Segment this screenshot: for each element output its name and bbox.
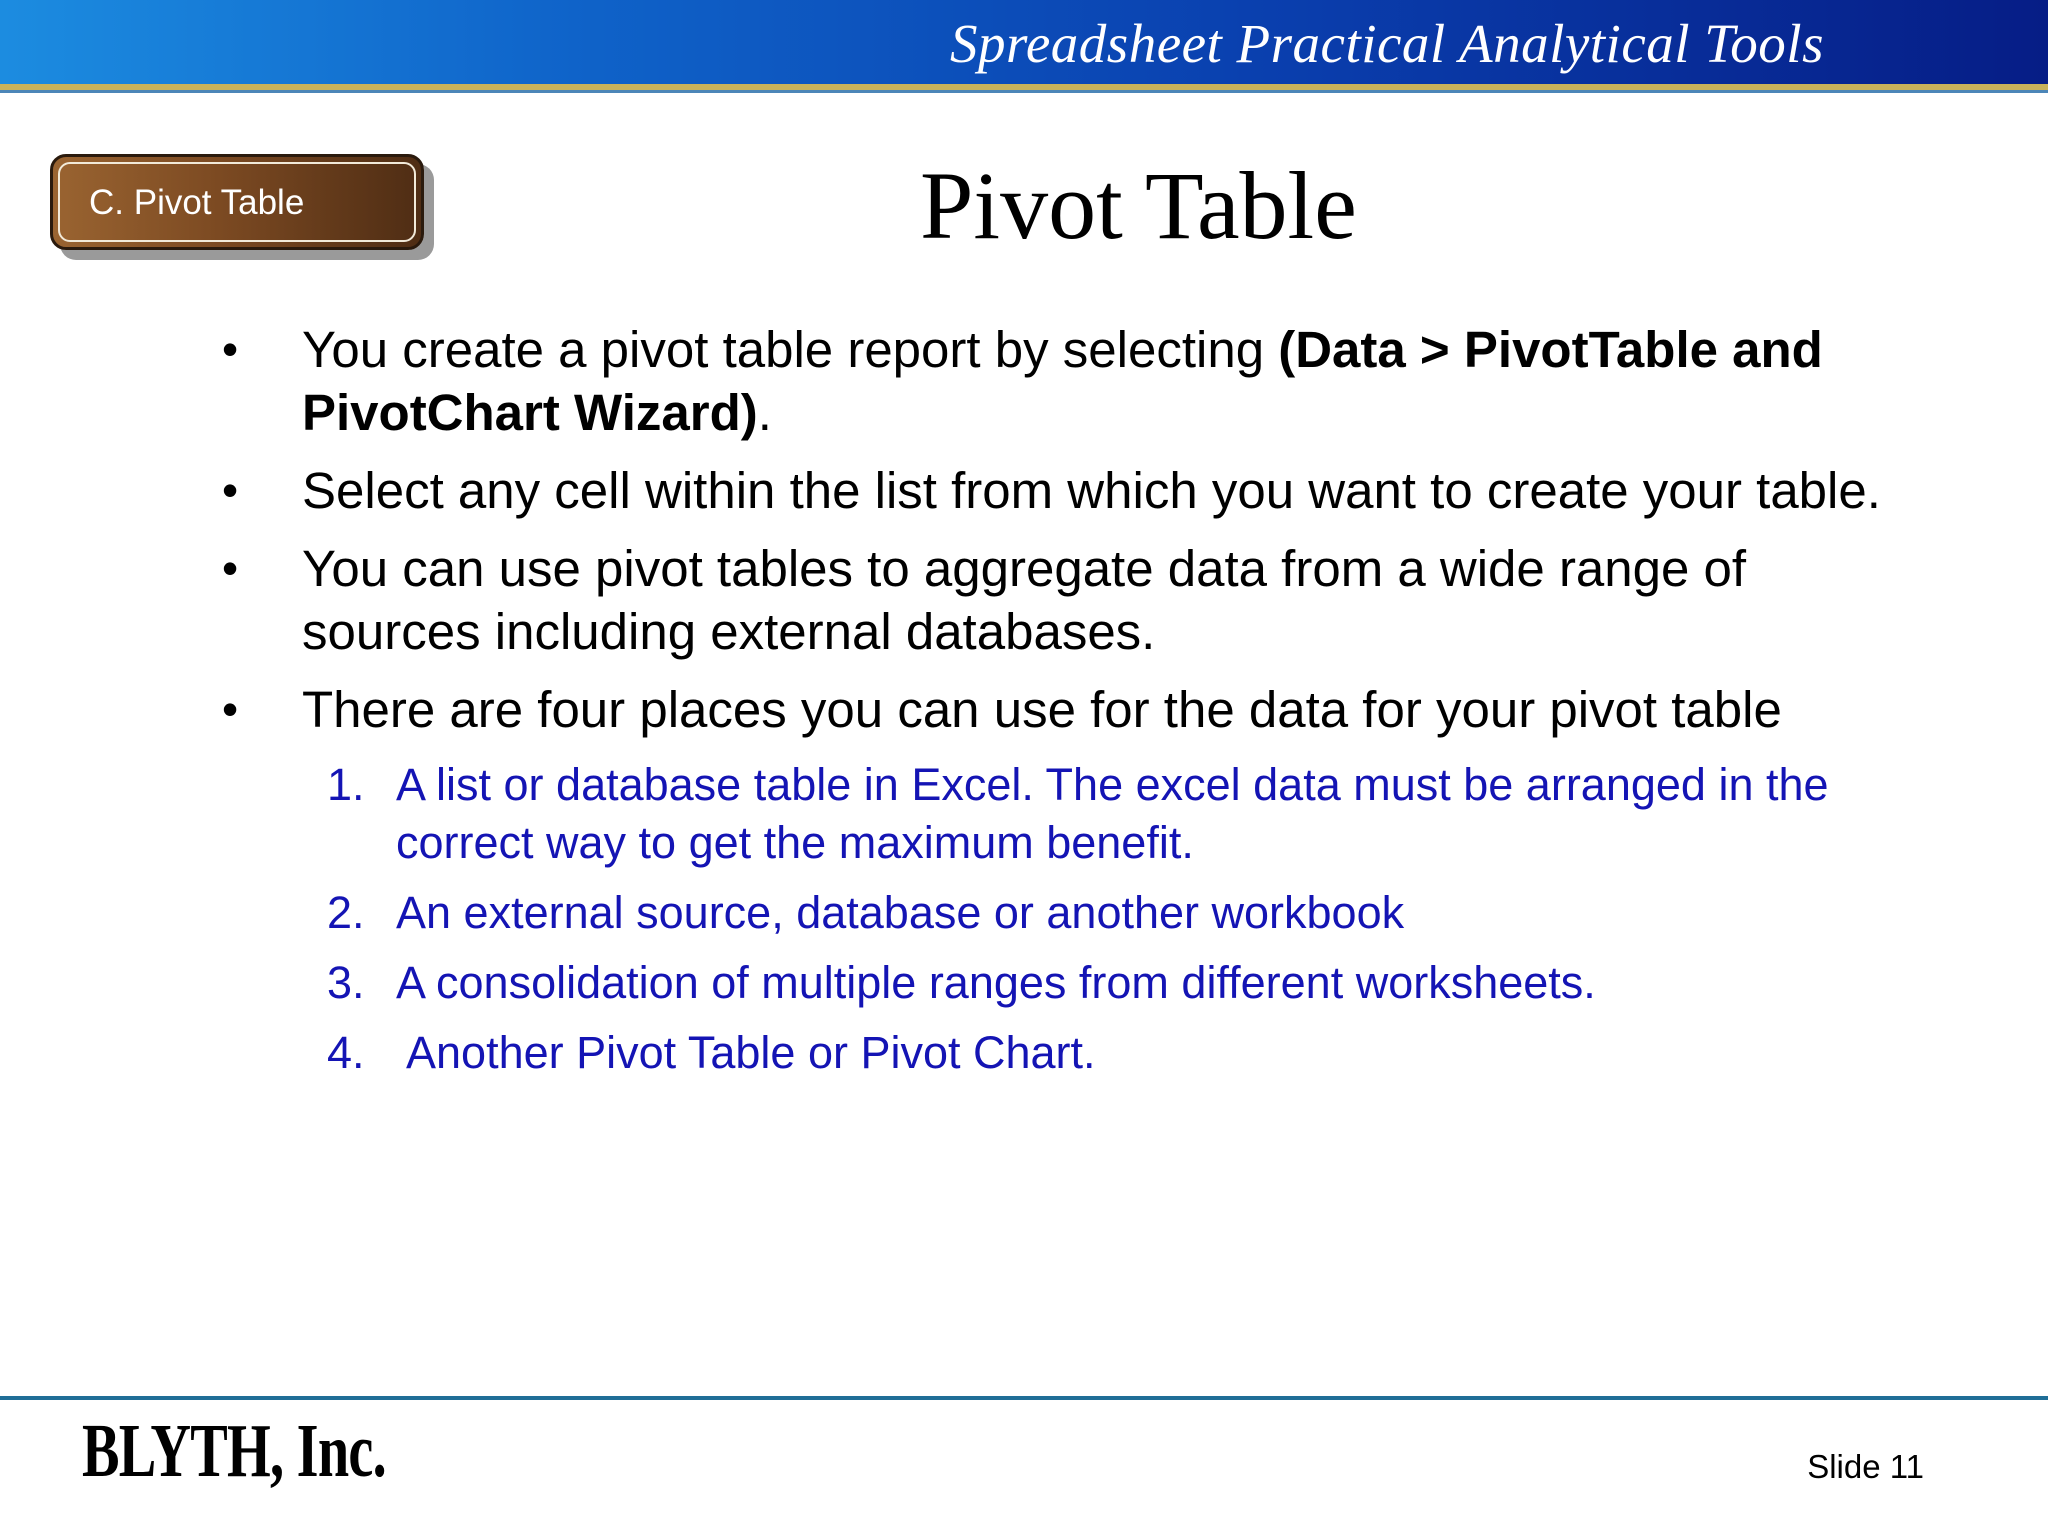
numbered-marker: 1. <box>327 759 365 810</box>
bullet-marker: • <box>222 323 239 375</box>
numbered-item <box>327 1024 1900 1082</box>
header-title: Spreadsheet Practical Analytical Tools <box>950 13 1824 74</box>
numbered-text: A consolidation of multiple ranges from different worksheets. <box>396 957 1596 1008</box>
footer-divider-line <box>0 1396 2048 1400</box>
bullet-item <box>220 318 1900 444</box>
bullet-list <box>220 318 1900 1094</box>
company-logo: BLYTH, Inc. <box>82 1409 386 1493</box>
bullet-item <box>220 537 1900 663</box>
bullet-text: You can use pivot tables to aggregate data from a wide range of sources including external databases. <box>302 540 1747 660</box>
numbered-marker: 4. <box>327 1027 365 1078</box>
numbered-text: A list or database table in Excel. The excel data must be arranged in the correct way to get the maximum benefit. <box>396 759 1829 868</box>
numbered-text: Another Pivot Table or Pivot Chart. <box>396 1027 1096 1078</box>
numbered-marker: 3. <box>327 957 365 1008</box>
bullet-trailing-text: . <box>757 384 772 441</box>
numbered-item <box>327 884 1900 942</box>
numbered-marker: 2. <box>327 887 365 938</box>
slide-number: Slide 11 <box>1807 1448 1924 1485</box>
section-badge-label: C. Pivot Table <box>89 183 305 222</box>
bullet-item <box>220 459 1900 522</box>
numbered-item <box>327 954 1900 1012</box>
bullet-marker: • <box>222 683 239 735</box>
numbered-text: An external source, database or another workbook <box>396 887 1405 938</box>
page-title: Pivot Table <box>920 152 1357 259</box>
bullet-text: There are four places you can use for the data for your pivot table <box>302 681 1782 738</box>
section-badge <box>50 154 424 250</box>
bullet-item <box>220 678 1900 741</box>
numbered-item <box>327 756 1900 872</box>
bullet-marker: • <box>222 542 239 594</box>
bullet-text: You create a pivot table report by selecting <box>302 321 1279 378</box>
bullet-text: Select any cell within the list from which you want to create your table. <box>302 462 1881 519</box>
bullet-bold-text: (Data > PivotTable and PivotChart Wizard) <box>302 321 1823 441</box>
numbered-list <box>220 756 1900 1082</box>
header-divider-line <box>0 90 2048 93</box>
bullet-marker: • <box>222 464 239 516</box>
